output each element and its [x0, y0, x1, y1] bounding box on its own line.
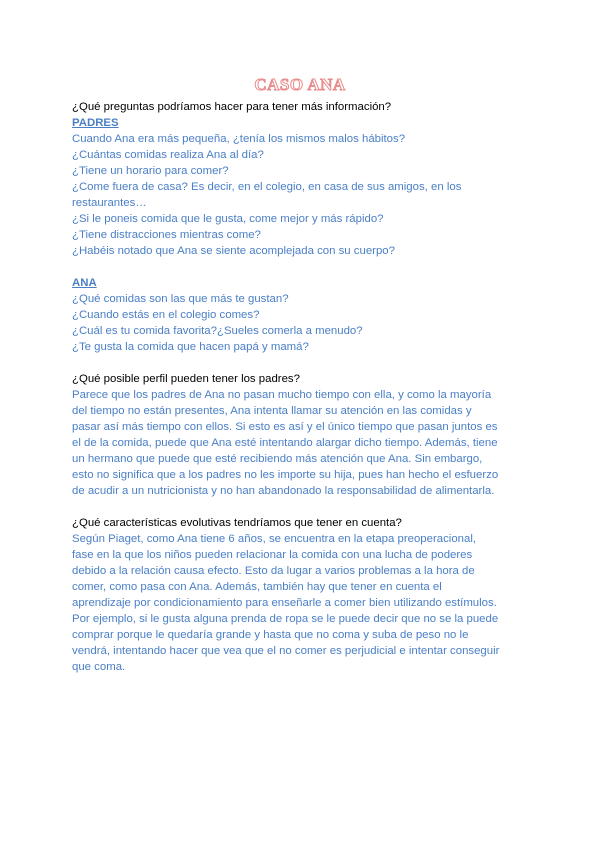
padres-heading: PADRES	[72, 117, 119, 129]
parents-profile-paragraph	[72, 387, 532, 499]
list-item: ¿Si le poneis comida que le gusta, come mejor y más rápido?	[72, 213, 384, 225]
paragraph-line: vendrá, intentando hacer que vea que el no comer es perjudicial e intentar conseguir	[72, 645, 500, 657]
list-item: ¿Cuántas comidas realiza Ana al día?	[72, 149, 264, 161]
paragraph-line: Parece que los padres de Ana no pasan mucho tiempo con ella, y como la mayoría	[72, 389, 492, 401]
list-item: Cuando Ana era más pequeña, ¿tenía los mismos malos hábitos?	[72, 133, 406, 145]
list-item: ¿Come fuera de casa? Es decir, en el colegio, en casa de sus amigos, en los	[72, 181, 462, 193]
list-item: ¿Tiene distracciones mientras come?	[72, 229, 261, 241]
list-item: ¿Te gusta la comida que hacen papá y mamá?	[72, 341, 309, 353]
list-item: ¿Habéis notado que Ana se siente acomplejada con su cuerpo?	[72, 245, 395, 257]
question-2: ¿Qué posible perfil pueden tener los padres?	[72, 373, 300, 385]
paragraph-line: que coma.	[72, 661, 126, 673]
list-item: restaurantes…	[72, 197, 147, 209]
paragraph-line: esto no significa que a los padres no les importe su hija, pues han hecho el esfuerzo	[72, 469, 499, 481]
paragraph-line: fase en la que los niños pueden relacionar la comida con una lucha de poderes	[72, 549, 473, 561]
paragraph-line: el de la comida, puede que Ana esté intentando alargar dicho tiempo. Además, tiene	[72, 437, 498, 449]
paragraph-line: comprar porque le quedaría grande y hasta que no coma y suba de peso no le	[72, 629, 469, 641]
document-body	[72, 99, 532, 675]
question-1: ¿Qué preguntas podríamos hacer para tener más información?	[72, 101, 392, 113]
paragraph-line: debido a la relación causa efecto. Esto da lugar a varios problemas a la hora de	[72, 565, 475, 577]
list-item: ¿Tiene un horario para comer?	[72, 165, 229, 177]
paragraph-line: Por ejemplo, si le gusta alguna prenda de ropa se le puede decir que no se la puede	[72, 613, 499, 625]
paragraph-line: un hermano que puede que esté recibiendo más atención que Ana. Sin embargo,	[72, 453, 483, 465]
paragraph-line: Según Piaget, como Ana tiene 6 años, se encuentra en la etapa preoperacional,	[72, 533, 477, 545]
ana-list	[72, 291, 532, 355]
list-item: ¿Qué comidas son las que más te gustan?	[72, 293, 289, 305]
ana-heading: ANA	[72, 277, 97, 289]
list-item: ¿Cuál es tu comida favorita?¿Sueles comerla a menudo?	[72, 325, 363, 337]
question-3: ¿Qué características evolutivas tendríamos que tener en cuenta?	[72, 517, 402, 529]
list-item: ¿Cuando estás en el colegio comes?	[72, 309, 260, 321]
document-title: CASO ANA	[254, 75, 346, 94]
paragraph-line: pasar así más tiempo con ellos. Si esto es así y el único tiempo que pasan juntos es	[72, 421, 498, 433]
evolutionary-paragraph	[72, 531, 532, 675]
paragraph-line: aprendizaje por condicionamiento para enseñarle a comer bien utilizando estímulos.	[72, 597, 497, 609]
padres-list	[72, 131, 532, 259]
paragraph-line: de acudir a un nutricionista y no han abandonado la responsabilidad de alimentarla.	[72, 485, 495, 497]
paragraph-line: del tiempo no están presentes, Ana intenta llamar su atención en las comidas y	[72, 405, 472, 417]
paragraph-line: comer, como pasa con Ana. Además, también hay que tener en cuenta el	[72, 581, 442, 593]
